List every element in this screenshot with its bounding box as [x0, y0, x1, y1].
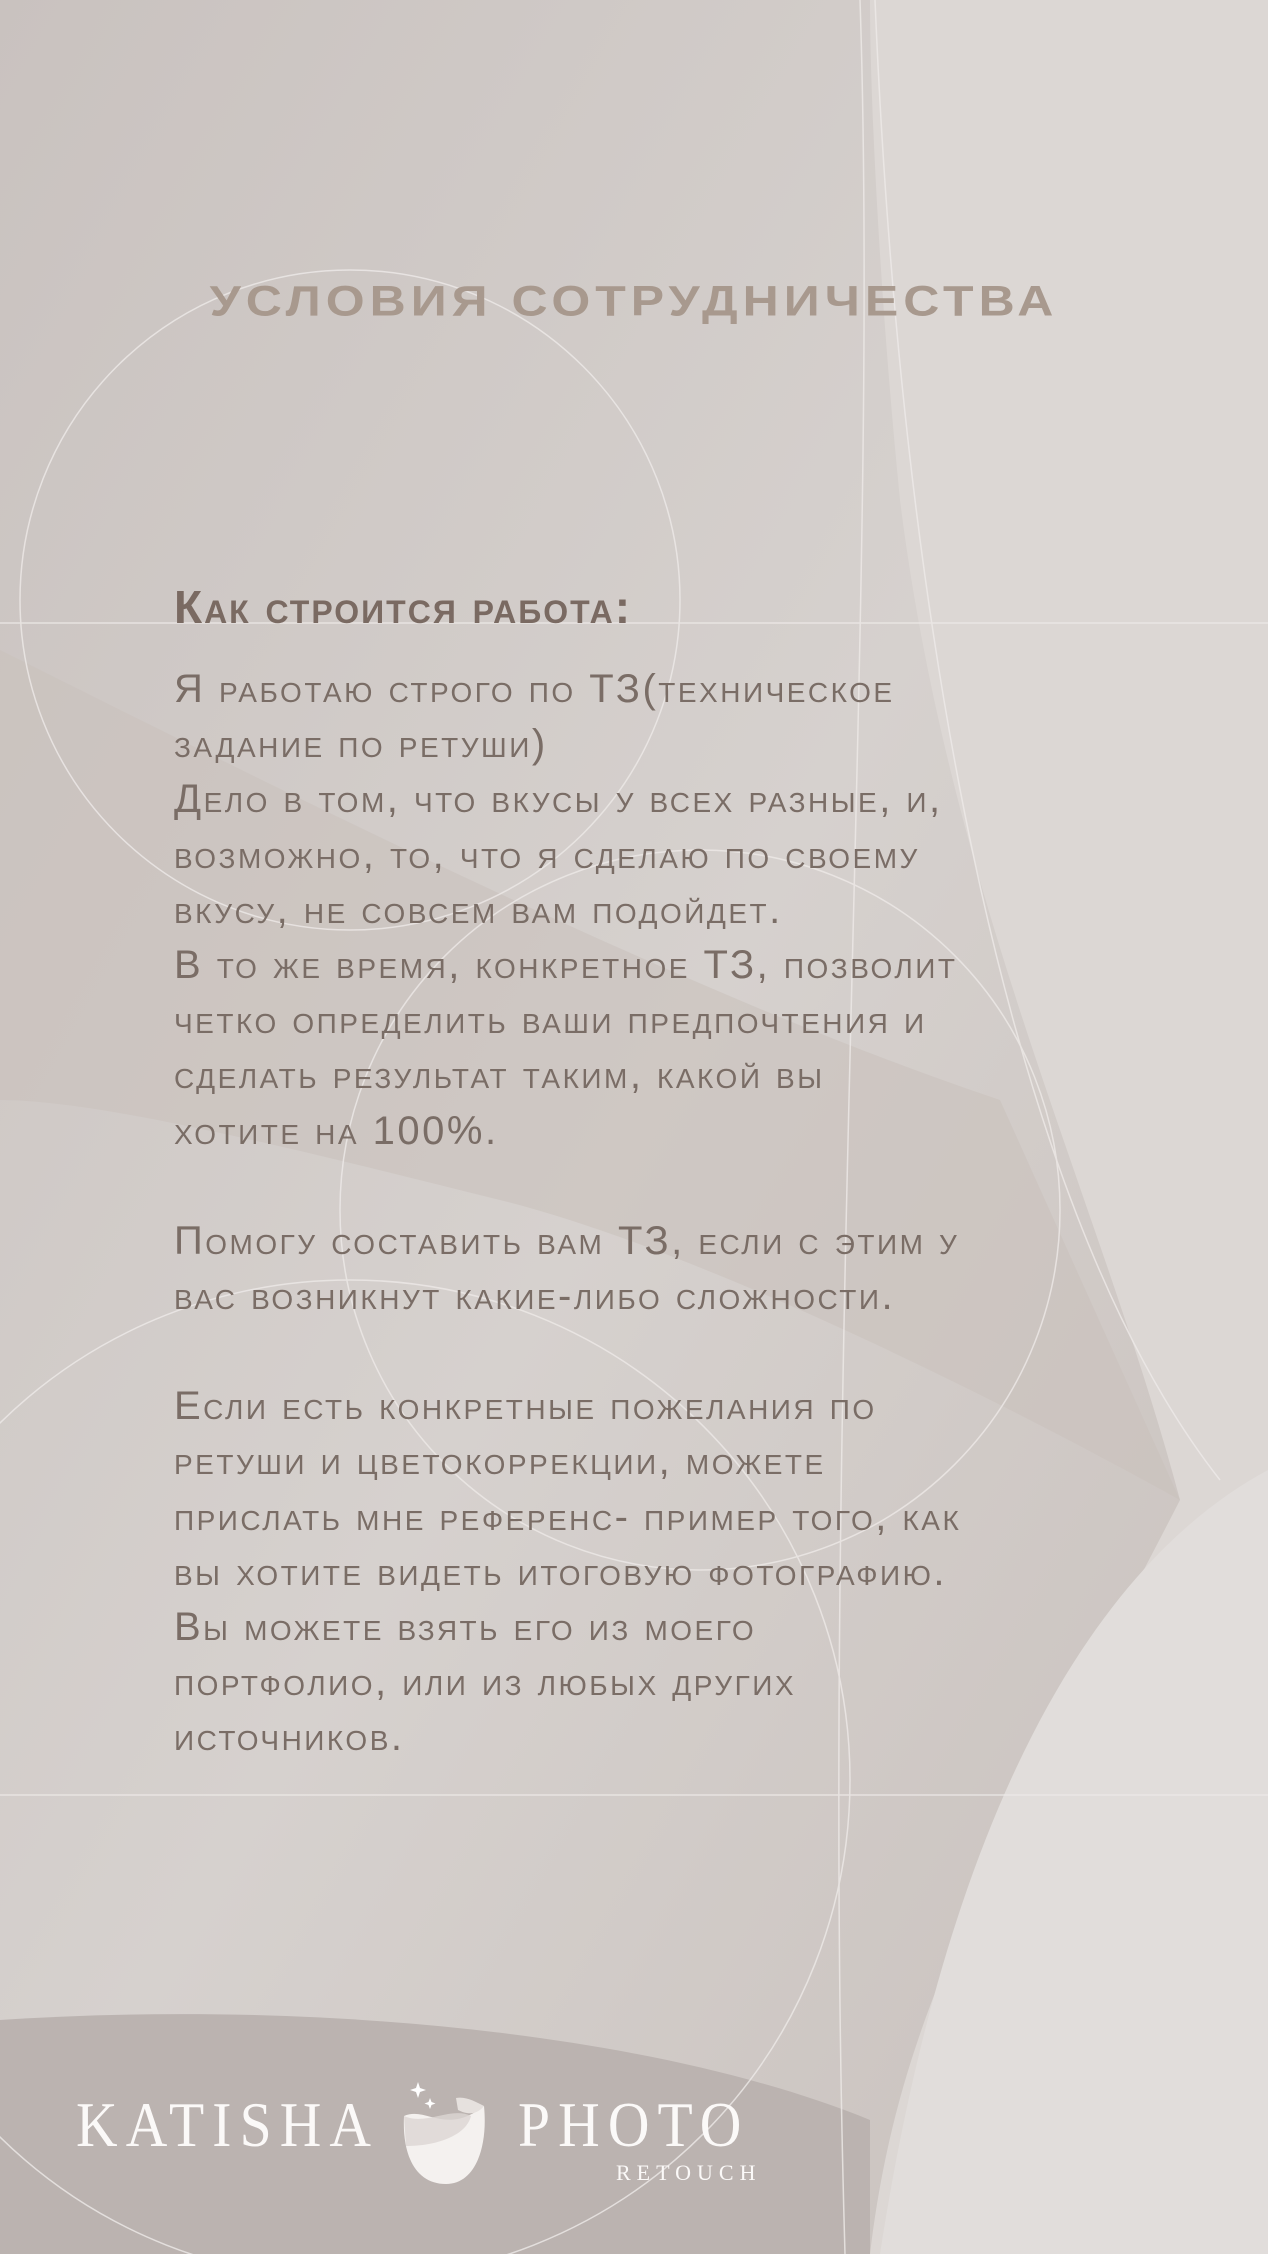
text-line: Дело в том, что вкусы у всех разные, и,	[174, 777, 943, 822]
page-title: УСЛОВИЯ СОТРУДНИЧЕСТВА	[209, 277, 1059, 325]
section-heading: Как строится работа:	[174, 581, 633, 633]
text-line: портфолио, или из любых других	[174, 1660, 797, 1705]
text-line: хотите на 100%.	[174, 1108, 499, 1153]
logo-word-katisha: KATISHA	[76, 2089, 380, 2160]
text-line: В то же время, конкретное ТЗ, позволит	[174, 943, 958, 988]
body-text	[174, 662, 961, 1766]
logo-emblem-icon	[396, 2076, 496, 2186]
text-line: вас возникнут какие-либо сложности.	[174, 1274, 896, 1319]
text-line: Если есть конкретные пожелания по	[174, 1384, 877, 1429]
text-line: ретуши и цветокоррекции, можете	[174, 1439, 826, 1484]
text-line: Вы можете взять его из моего	[174, 1605, 757, 1650]
text-line: возможно, то, что я сделаю по своему	[174, 832, 920, 877]
logo-word-photo: PHOTO	[518, 2089, 750, 2160]
text-line: вкусу, не совсем вам подойдет.	[174, 887, 783, 932]
text-line: задание по ретуши)	[174, 722, 548, 767]
text-line: источников.	[174, 1715, 405, 1760]
text-line: Я работаю строго по ТЗ(техническое	[174, 667, 895, 711]
text-line: сделать результат таким, какой вы	[174, 1053, 825, 1098]
text-line: прислать мне референс- пример того, как	[174, 1494, 962, 1539]
text-line: четко определить ваши предпочтения и	[174, 998, 927, 1043]
text-line: вы хотите видеть итоговую фотографию.	[174, 1549, 948, 1594]
logo-word-retouch: RETOUCH	[616, 2160, 762, 2185]
text-line: Помогу составить вам ТЗ, если с этим у	[174, 1218, 960, 1263]
